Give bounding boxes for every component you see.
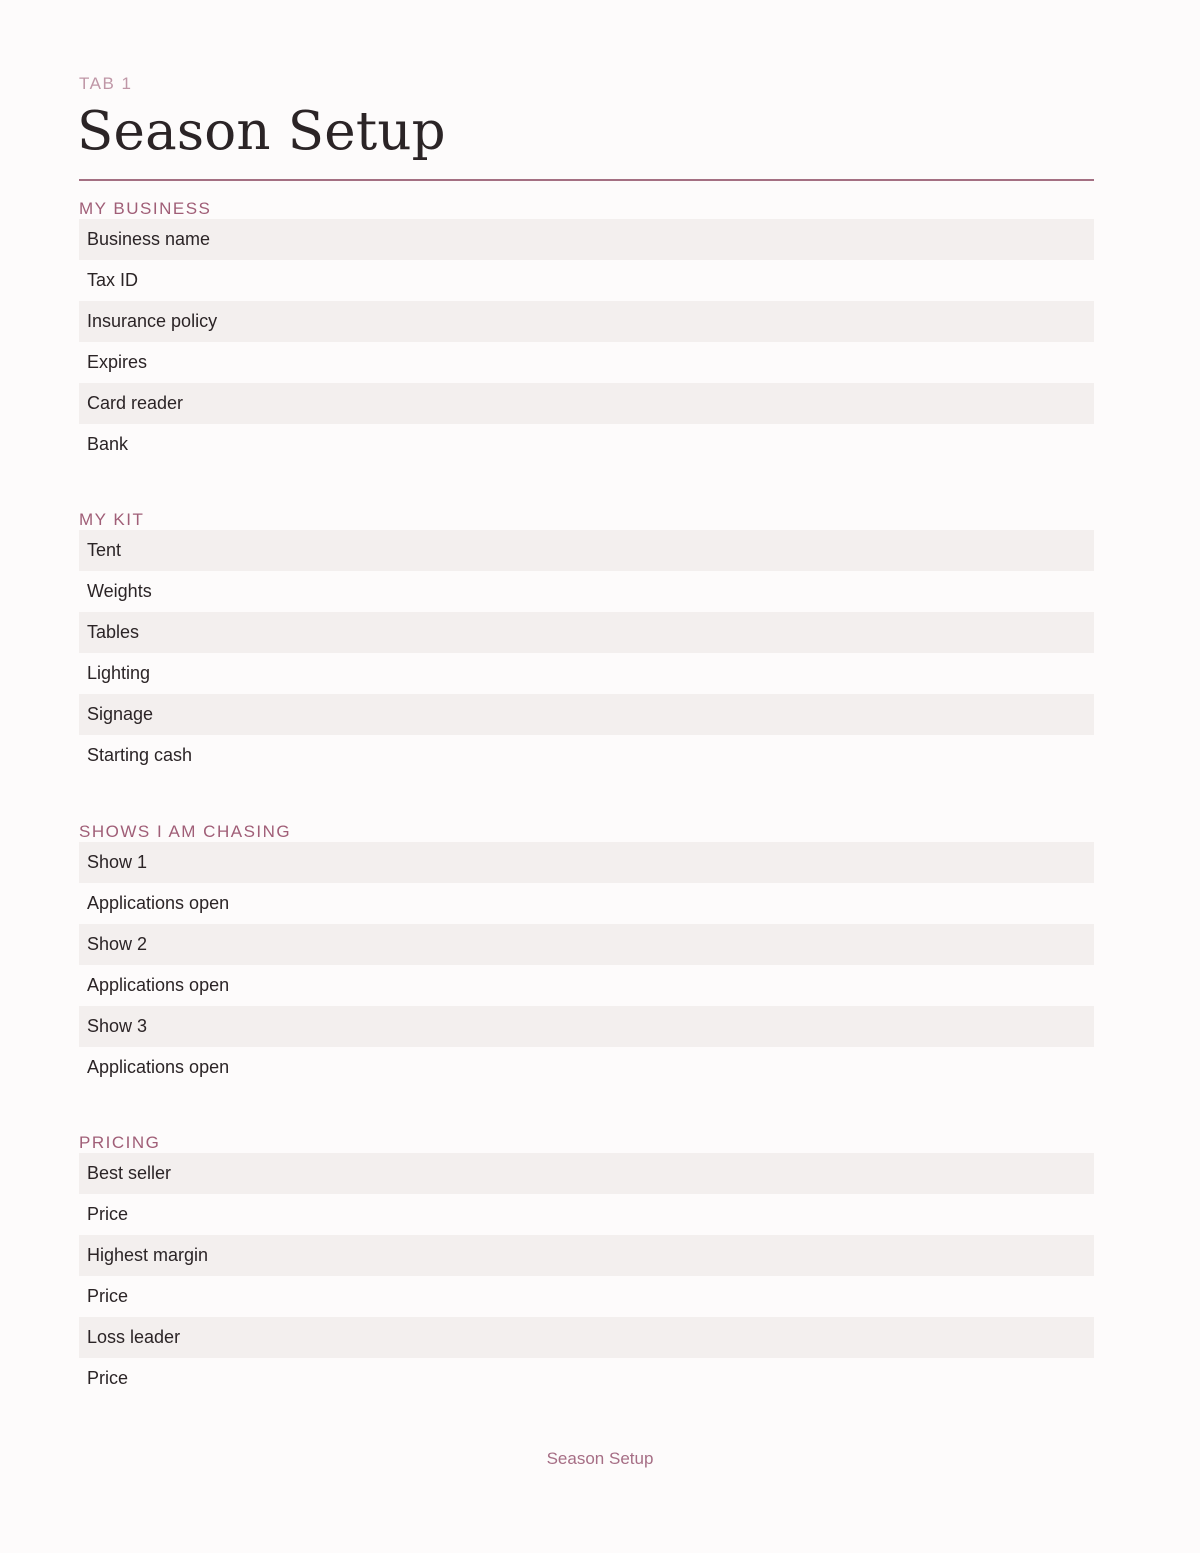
page-title: Season Setup xyxy=(77,101,446,162)
field-row[interactable]: Price xyxy=(87,1286,129,1306)
section-heading: MY BUSINESS xyxy=(79,199,212,218)
field-row[interactable]: Price xyxy=(87,1204,129,1224)
title-divider xyxy=(79,179,1094,181)
section-my-business xyxy=(79,199,1094,465)
section-my-kit xyxy=(79,510,1094,776)
section-pricing xyxy=(79,1133,1094,1399)
field-row[interactable]: Applications open xyxy=(87,893,230,913)
field-row[interactable]: Starting cash xyxy=(87,745,193,765)
field-row[interactable]: Card reader xyxy=(79,383,1094,424)
field-row[interactable]: Show 3 xyxy=(79,1006,1094,1047)
field-row[interactable]: Highest margin xyxy=(79,1235,1094,1276)
section-heading: PRICING xyxy=(79,1133,161,1152)
field-row[interactable]: Expires xyxy=(87,352,148,372)
page-footer: Season Setup xyxy=(546,1449,654,1468)
field-row[interactable]: Bank xyxy=(87,434,129,454)
field-row[interactable]: Applications open xyxy=(87,1057,230,1077)
field-row[interactable]: Tent xyxy=(79,530,1094,571)
field-row[interactable]: Tax ID xyxy=(87,270,139,290)
field-row[interactable]: Signage xyxy=(79,694,1094,735)
section-heading: SHOWS I AM CHASING xyxy=(79,822,292,841)
field-row[interactable]: Show 2 xyxy=(79,924,1094,965)
section-shows xyxy=(79,822,1094,1088)
field-row[interactable]: Best seller xyxy=(79,1153,1094,1194)
field-row[interactable]: Business name xyxy=(79,219,1094,260)
field-row[interactable]: Tables xyxy=(79,612,1094,653)
field-row[interactable]: Insurance policy xyxy=(79,301,1094,342)
field-row[interactable]: Price xyxy=(87,1368,129,1388)
section-heading: MY KIT xyxy=(79,510,145,529)
field-row[interactable]: Show 1 xyxy=(79,842,1094,883)
tab-label: TAB 1 xyxy=(79,74,133,93)
field-row[interactable]: Loss leader xyxy=(79,1317,1094,1358)
field-row[interactable]: Lighting xyxy=(87,663,151,683)
field-row[interactable]: Weights xyxy=(87,581,152,601)
field-row[interactable]: Applications open xyxy=(87,975,230,995)
